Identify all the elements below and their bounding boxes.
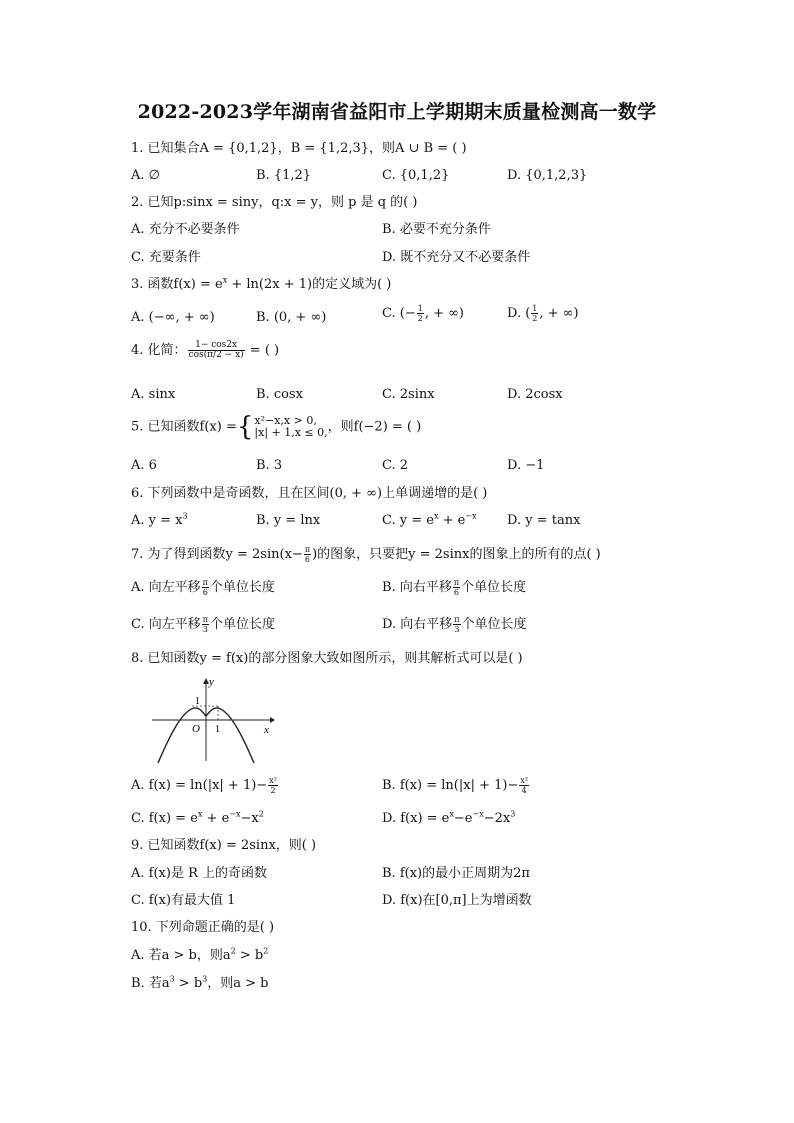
q6-option-b: B. y = lnx: [256, 513, 321, 528]
question-9: 9. 已知函数f(x) = 2sinx，则( ): [131, 838, 317, 853]
x-axis-label: x: [264, 724, 269, 736]
q4-option-d: D. 2cosx: [507, 387, 563, 402]
question-5: 5. 已知函数f(x) ={ x²−x,x > 0, |x| + 1,x ≤ 0, ，则f(−2) = ( ): [131, 412, 422, 442]
x-axis-arrow: [270, 717, 275, 723]
q9-option-a: A. f(x)是 R 上的奇函数: [131, 866, 267, 881]
y-tick-label: 1: [195, 696, 200, 707]
question-4: 4. 化简： $\frac{1- \cos 2x}{\cos(\pi/2 - x)}$ = ( ): [131, 340, 280, 360]
origin-label: O: [192, 723, 200, 735]
function-graph: [150, 675, 275, 763]
q1-option-d: D. {0,1,2,3}: [507, 168, 588, 183]
q6-option-d: D. y = tanx: [507, 513, 581, 528]
q7-option-c: C. 向左平移 $\frac{\pi}{3}$ 个单位长度: [131, 615, 276, 634]
q3-option-a: A. (−∞, + ∞): [131, 310, 215, 325]
q9-option-c: C. f(x)有最大值 1: [131, 893, 236, 908]
q2-option-d: D. 既不充分又不必要条件: [382, 250, 531, 265]
q10-option-a: A. 若a > b，则$a^2 > b^2$: [131, 946, 269, 963]
question-8: 8. 已知函数y = f(x)的部分图象大致如图所示，则其解析式可以是( ): [131, 651, 523, 666]
q2-option-a: A. 充分不必要条件: [131, 222, 240, 237]
q6-option-c: C. $y = e^x + e^{-x}$: [382, 511, 477, 528]
question-3: 3. 函数$f(x) = e^x + \ln(2x + 1)$的定义域为( ): [131, 275, 392, 292]
question-7: 7. 为了得到函数y = 2sin(x− $\frac{\pi}{6}$ )的图象，只要把y = 2sinx的图象上的所有的点( ): [131, 545, 601, 564]
q7-option-d: D. 向右平移 $\frac{\pi}{3}$ 个单位长度: [382, 615, 527, 634]
q8-option-b: B. f(x) = ln(|x| + 1)− $\frac{\text{x²}}{4}$: [382, 776, 529, 795]
q3-option-d: D. ( $\frac{1}{2}$ , + ∞): [507, 304, 579, 323]
q5-option-a: A. 6: [131, 458, 157, 473]
q8-option-c: C. $f(x) = e^x + e^{-x}-x^2$: [131, 809, 264, 826]
question-2: 2. 已知p:sinx = siny，q:x = y，则 p 是 q 的( ): [131, 195, 418, 210]
q9-option-b: B. f(x)的最小正周期为2π: [382, 866, 530, 881]
q5-option-b: B. 3: [256, 458, 283, 473]
q5-option-c: C. 2: [382, 458, 409, 473]
q5-option-d: D. −1: [507, 458, 545, 473]
page-title: 2022-2023学年湖南省益阳市上学期期末质量检测高一数学: [137, 101, 657, 123]
q9-option-d: D. f(x)在[0,π]上为增函数: [382, 893, 532, 908]
y-axis-label: y: [209, 676, 214, 688]
q8-option-d: D. $f(x) = e^x-e^{-x}-2x^3$: [382, 809, 516, 826]
question-6: 6. 下列函数中是奇函数，且在区间(0, + ∞)上单调递增的是( ): [131, 486, 488, 501]
q3-option-b: B. (0, + ∞): [256, 310, 327, 325]
q6-option-a: A. $y = x^3$: [131, 511, 188, 528]
question-10: 10. 下列命题正确的是( ): [131, 920, 275, 935]
q8-option-a: A. f(x) = ln(|x| + 1)− $\frac{\text{x²}}{2}$: [131, 776, 277, 795]
q2-option-c: C. 充要条件: [131, 250, 201, 265]
q7-option-b: B. 向右平移 $\frac{\pi}{6}$ 个单位长度: [382, 578, 527, 597]
q2-option-b: B. 必要不充分条件: [382, 222, 491, 237]
q1-option-a: A. ∅: [131, 168, 160, 183]
q4-option-c: C. 2sinx: [382, 387, 435, 402]
x-tick-label: 1: [215, 724, 220, 735]
q7-option-a: A. 向左平移 $\frac{\pi}{6}$ 个单位长度: [131, 578, 275, 597]
q4-option-b: B. cosx: [256, 387, 303, 402]
q1-option-b: B. {1,2}: [256, 168, 312, 183]
q4-option-a: A. sinx: [131, 387, 176, 402]
question-1: 1. 已知集合A = {0,1,2}，B = {1,2,3}，则A ∪ B = ( ): [131, 141, 467, 156]
q1-option-c: C. {0,1,2}: [382, 168, 450, 183]
q3-option-c: C. (− $\frac{1}{2}$ , + ∞): [382, 304, 465, 323]
q10-option-b: B. 若$a^3 > b^3$，则a > b: [131, 974, 269, 991]
